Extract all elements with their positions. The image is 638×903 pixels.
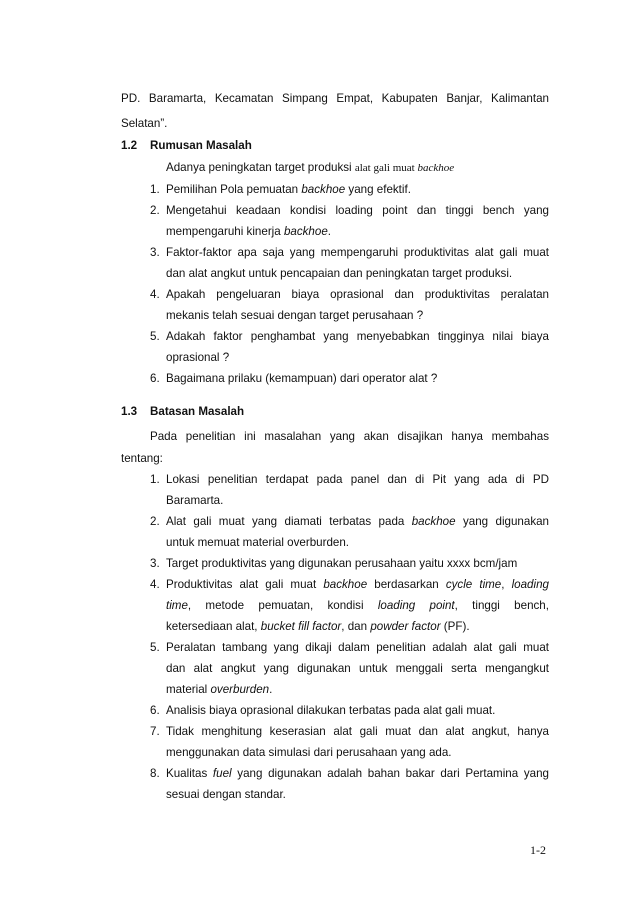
- intro-line-1: PD. Baramarta, Kecamatan Simpang Empat, Kabupaten Banjar, Kalimantan: [121, 92, 549, 105]
- section-1-2-title: Rumusan Masalah: [150, 139, 252, 152]
- batasan-item-1-line-1: Lokasi penelitian terdapat pada panel dan di Pit yang ada di PD: [166, 473, 549, 486]
- section-1-2-number: 1.2: [121, 139, 138, 152]
- rumusan-item-1: [166, 183, 549, 197]
- rumusan-item-6-number: 6.: [150, 372, 160, 385]
- lead-text-serif: alat gali muat: [354, 162, 418, 174]
- text: Produktivitas alat gali muat: [166, 578, 324, 591]
- text-italic: backhoe: [283, 225, 328, 238]
- text: berdasarkan: [367, 578, 446, 591]
- rumusan-item-2-number: 2.: [150, 204, 160, 217]
- lead-text: Adanya peningkatan target produksi: [166, 161, 355, 174]
- rumusan-item-5-line-2: oprasional ?: [166, 351, 230, 364]
- batasan-item-5-line-3: [166, 683, 549, 697]
- rumusan-item-4-line-2: mekanis telah sesuai dengan target perusahaan ?: [166, 309, 424, 322]
- text-italic: fuel: [212, 767, 232, 780]
- text: , metode pemuatan, kondisi: [187, 599, 378, 612]
- rumusan-item-1-number: 1.: [150, 183, 160, 196]
- batasan-item-2-line-2: untuk memuat material overburden.: [166, 536, 350, 549]
- batasan-item-7-line-1: Tidak menghitung keserasian alat gali muat dan alat angkut, hanya: [166, 725, 549, 738]
- text-italic: overburden: [210, 683, 270, 696]
- rumusan-item-4-number: 4.: [150, 288, 160, 301]
- batasan-item-8-line-1: [166, 767, 549, 781]
- rumusan-item-5-line-1: Adakah faktor penghambat yang menyebabkan tingginya nilai biaya: [166, 330, 549, 343]
- section-1-3-title: Batasan Masalah: [150, 405, 245, 418]
- rumusan-item-3-line-1: Faktor-faktor apa saja yang mempengaruhi produktivitas alat gali muat: [166, 246, 549, 259]
- text: yang digunakan: [455, 515, 550, 528]
- text: material: [166, 683, 211, 696]
- text: ketersediaan alat,: [166, 620, 261, 633]
- batasan-item-2-number: 2.: [150, 515, 160, 528]
- page-number: 1-2: [530, 843, 546, 857]
- text-italic: backhoe: [323, 578, 368, 591]
- rumusan-item-2-line-2: [166, 225, 549, 239]
- batasan-item-4-line-1: [166, 578, 549, 592]
- text: (PF).: [440, 620, 470, 633]
- text: yang digunakan adalah bahan bakar dari Pertamina yang: [231, 767, 549, 780]
- text-italic: backhoe: [411, 515, 456, 528]
- text-italic: bucket fill factor: [260, 620, 342, 633]
- batasan-item-5-line-1: Peralatan tambang yang dikaji dalam penelitian adalah alat gali muat: [166, 641, 549, 654]
- text: Alat gali muat yang diamati terbatas pada: [166, 515, 412, 528]
- text: .: [327, 225, 332, 238]
- text-italic: backhoe: [301, 183, 346, 196]
- batasan-item-1-number: 1.: [150, 473, 160, 486]
- lead-text-serif-italic: backhoe: [417, 162, 455, 174]
- batasan-item-5-number: 5.: [150, 641, 160, 654]
- text-italic: cycle time: [445, 578, 502, 591]
- text: yang efektif.: [345, 183, 411, 196]
- text: .: [269, 683, 273, 696]
- text: ,: [501, 578, 512, 591]
- intro-line-2: Selatan”.: [121, 117, 168, 130]
- text: Pemilihan Pola pemuatan: [166, 183, 302, 196]
- batasan-item-4-line-2: [166, 599, 549, 613]
- batasan-item-4-number: 4.: [150, 578, 160, 591]
- batasan-item-3-line-1: Target produktivitas yang digunakan perusahaan yaitu xxxx bcm/jam: [166, 557, 518, 570]
- text: mempengaruhi kinerja: [166, 225, 284, 238]
- text-italic: loading: [511, 578, 549, 591]
- rumusan-item-3-line-2: dan alat angkut untuk pencapaian dan peningkatan target produksi.: [166, 267, 513, 280]
- rumusan-item-2-line-1: Mengetahui keadaan kondisi loading point dan tinggi bench yang: [166, 204, 549, 217]
- batasan-item-6-number: 6.: [150, 704, 160, 717]
- batasan-paragraph-line-2: tentang:: [121, 452, 163, 465]
- text-italic: loading point: [377, 599, 455, 612]
- batasan-item-7-number: 7.: [150, 725, 160, 738]
- text: Kualitas: [166, 767, 213, 780]
- batasan-item-4-line-3: [166, 620, 549, 634]
- section-1-3-number: 1.3: [121, 405, 138, 418]
- batasan-item-5-line-2: dan alat angkut yang digunakan untuk menggali serta mengangkut: [166, 662, 549, 675]
- batasan-item-2-line-1: [166, 515, 549, 529]
- batasan-item-8-line-2: sesuai dengan standar.: [166, 788, 286, 801]
- rumusan-item-3-number: 3.: [150, 246, 160, 259]
- text: , tinggi bench,: [454, 599, 549, 612]
- batasan-item-1-line-2: Baramarta.: [166, 494, 224, 507]
- rumusan-item-5-number: 5.: [150, 330, 160, 343]
- batasan-item-6-line-1: Analisis biaya oprasional dilakukan terbatas pada alat gali muat.: [166, 704, 496, 717]
- batasan-paragraph-line-1: Pada penelitian ini masalahan yang akan disajikan hanya membahas: [150, 430, 549, 443]
- section-1-2-lead: [166, 161, 549, 175]
- batasan-item-7-line-2: menggunakan data simulasi dari perusahaan yang ada.: [166, 746, 452, 759]
- text: , dan: [341, 620, 371, 633]
- batasan-item-8-number: 8.: [150, 767, 160, 780]
- rumusan-item-4-line-1: Apakah pengeluaran biaya oprasional dan produktivitas peralatan: [166, 288, 549, 301]
- text-italic: powder factor: [370, 620, 441, 633]
- text-italic: time: [166, 599, 188, 612]
- rumusan-item-6-line-1: Bagaimana prilaku (kemampuan) dari operator alat ?: [166, 372, 438, 385]
- batasan-item-3-number: 3.: [150, 557, 160, 570]
